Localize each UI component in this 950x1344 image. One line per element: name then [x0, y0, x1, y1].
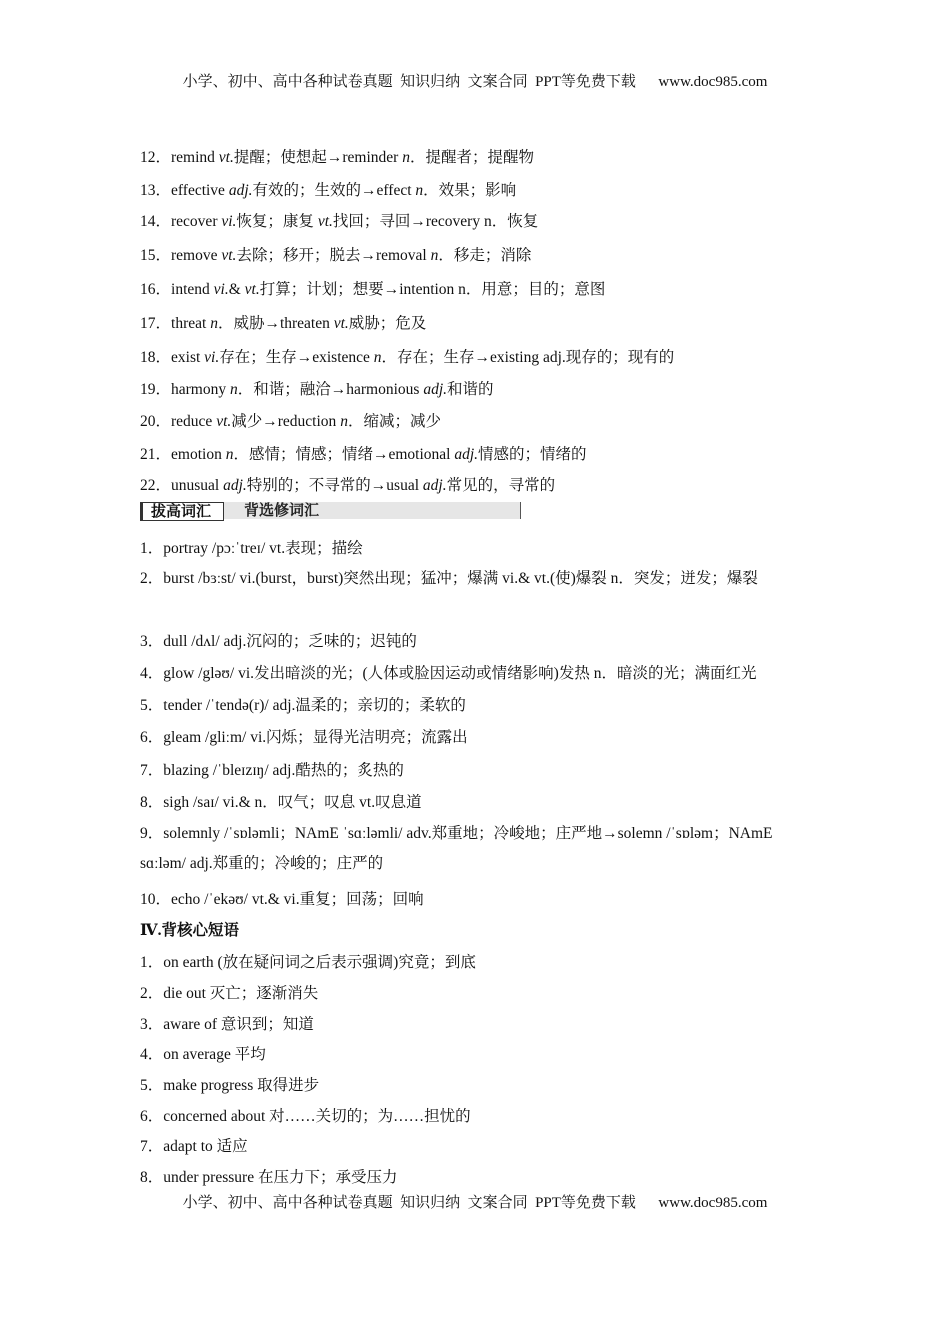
- advanced-vocab-3: 3．dull /dʌl/ adj.沉闷的；乏味的；迟钝的: [140, 633, 417, 650]
- banner-subtitle: 背选修词汇: [244, 501, 320, 519]
- advanced-vocab-7: 7．blazing /ˈbleɪzɪŋ/ adj.酷热的；炙热的: [140, 762, 404, 779]
- phrase-5: 5．make progress 取得进步: [140, 1077, 320, 1094]
- vocab-item-19: 19．harmony n．和谐；融洽→harmonious adj.和谐的: [140, 381, 494, 398]
- vocab-item-20: 20．reduce vt.减少→reduction n．缩减；减少: [140, 413, 441, 430]
- advanced-vocab-1: 1．portray /pɔːˈtreɪ/ vt.表现；描绘: [140, 540, 363, 557]
- vocab-item-14: 14．recover vi.恢复；康复 vt.找回；寻回→recovery n．恢复: [140, 213, 539, 230]
- page-header: 小学、初中、高中各种试卷真题 知识归纳 文案合同 PPT等免费下载 www.doc985.com: [182, 74, 768, 90]
- advanced-vocab-8: 8．sigh /saɪ/ vi.& n．叹气；叹息 vt.叹息道: [140, 794, 422, 811]
- vocab-item-15: 15．remove vt.去除；移开；脱去→removal n．移走；消除: [140, 247, 532, 264]
- advanced-vocab-5: 5．tender /ˈtendə(r)/ adj.温柔的；亲切的；柔软的: [140, 697, 466, 714]
- vocab-item-17: 17．threat n．威胁→threaten vt.威胁；危及: [140, 315, 427, 332]
- phrase-8: 8．under pressure 在压力下；承受压力: [140, 1169, 398, 1186]
- advanced-vocab-9: 9．solemnly /ˈsɒləmli；NAmE ˈsɑːləmli/ adv.郑重地；冷峻地；庄严地→solemn /ˈsɒləm；NAmE sɑːləm/ adj.郑重的；冷峻的；庄严的: [140, 825, 773, 872]
- vocab-item-21: 21．emotion n．感情；情感；情绪→emotional adj.情感的；情绪的: [140, 446, 587, 463]
- section-banner: [140, 502, 521, 519]
- advanced-vocab-2: 2．burst /bɜːst/ vi.(burst，burst)突然出现；猛冲；爆满 vi.& vt.(使)爆裂 n．突发；迸发；爆裂: [140, 570, 758, 587]
- advanced-vocab-10: 10．echo /ˈekəʊ/ vt.& vi.重复；回荡；回响: [140, 891, 424, 908]
- phrase-7: 7．adapt to 适应: [140, 1138, 248, 1155]
- section-title: Ⅳ.背核心短语: [140, 922, 239, 939]
- phrase-6: 6．concerned about 对……关切的；为……担忧的: [140, 1108, 471, 1125]
- vocab-item-12: 12．remind vt.提醒；使想起→reminder n．提醒者；提醒物: [140, 149, 534, 166]
- phrase-1: 1．on earth (放在疑问词之后表示强调)究竟；到底: [140, 954, 476, 971]
- page-footer: 小学、初中、高中各种试卷真题 知识归纳 文案合同 PPT等免费下载 www.doc985.com: [182, 1195, 768, 1211]
- vocab-item-16: 16．intend vi.& vt.打算；计划；想要→intention n．用意；目的；意图: [140, 281, 606, 298]
- phrase-2: 2．die out 灭亡；逐渐消失: [140, 985, 319, 1002]
- phrase-4: 4．on average 平均: [140, 1046, 266, 1063]
- vocab-item-13: 13．effective adj.有效的；生效的→effect n．效果；影响: [140, 182, 517, 199]
- vocab-item-22: 22．unusual adj.特别的；不寻常的→usual adj.常见的，寻常的: [140, 477, 556, 494]
- advanced-vocab-6: 6．gleam /gliːm/ vi.闪烁；显得光洁明亮；流露出: [140, 729, 468, 746]
- advanced-vocab-4: 4．glow /gləʊ/ vi.发出暗淡的光；(人体或脸因运动或情绪影响)发热 n．暗淡的光；满面红光: [140, 665, 757, 682]
- vocab-item-18: 18．exist vi.存在；生存→existence n．存在；生存→existing adj.现存的；现有的: [140, 349, 675, 366]
- phrase-3: 3．aware of 意识到；知道: [140, 1016, 314, 1033]
- banner-tag: 拔高词汇: [140, 502, 224, 521]
